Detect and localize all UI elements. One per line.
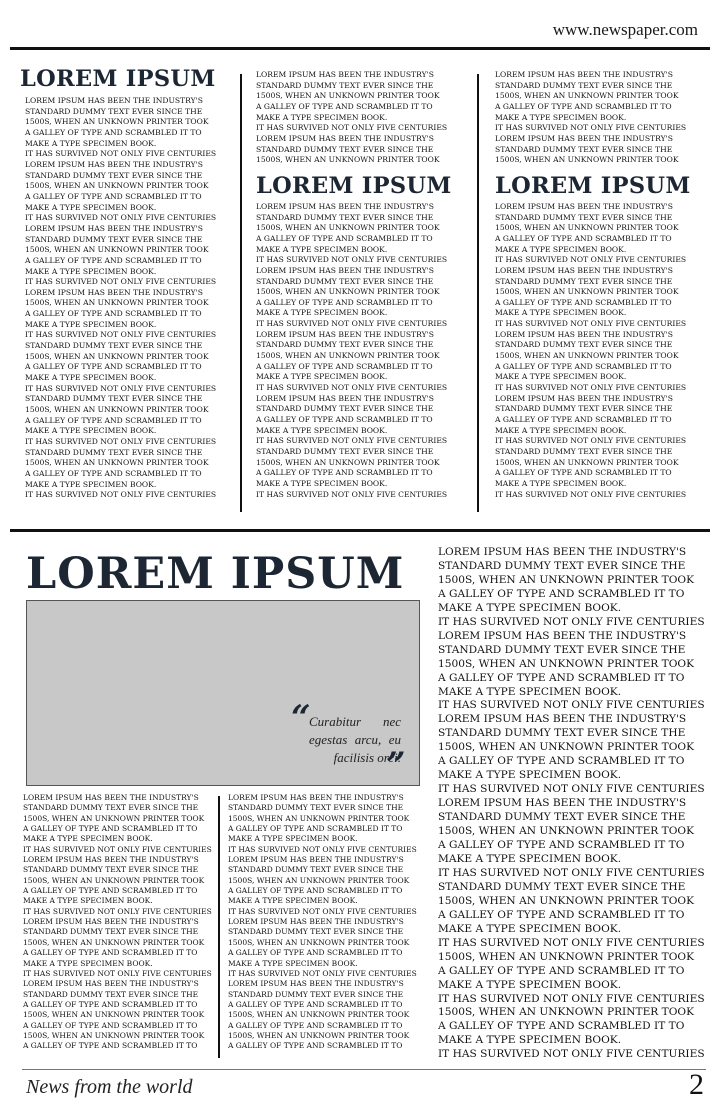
footer-divider xyxy=(22,1069,706,1070)
top-divider xyxy=(10,47,710,50)
feature-right-column-text: LOREM IPSUM HAS BEEN THE INDUSTRY'S STANDARD DUMMY TEXT EVER SINCE THE 1500S, WHEN AN UNKNOWN PRINTER TOOK A GALLEY OF TYPE AND SCRAMBLED IT TO MAKE A TYPE SPECIMEN BOOK. IT HAS SURVIVED NOT ONLY FIVE CENTURIES LOREM IPSUM HAS BEEN THE INDUSTRY'S STANDARD DUMMY TEXT EVER SINCE THE 1500S, WHEN AN UNKNOWN PRINTER TOOK A GALLEY OF TYPE AND SCRAMBLED IT TO MAKE A TYPE SPECIMEN BOOK. IT HAS SURVIVED NOT ONLY FIVE CENTURIES LOREM IPSUM HAS BEEN THE INDUSTRY'S STANDARD DUMMY TEXT EVER SINCE THE 1500S, WHEN AN UNKNOWN PRINTER TOOK A GALLEY OF TYPE AND SCRAMBLED IT TO MAKE A TYPE SPECIMEN BOOK. IT HAS SURVIVED NOT ONLY FIVE CENTURIES LOREM IPSUM HAS BEEN THE INDUSTRY'S STANDARD DUMMY TEXT EVER SINCE THE 1500S, WHEN AN UNKNOWN PRINTER TOOK A GALLEY OF TYPE AND SCRAMBLED IT TO MAKE A TYPE SPECIMEN BOOK. IT HAS SURVIVED NOT ONLY FIVE CENTURIES STANDARD DUMMY TEXT EVER SINCE THE 1500S, WHEN AN UNKNOWN PRINTER TOOK A GALLEY OF TYPE AND SCRAMBLED IT TO MAKE A TYPE SPECIMEN BOOK. IT HAS SURVIVED NOT ONLY FIVE CENTURIES 1500S, WHEN AN UNKNOWN PRINTER TOOK A GALLEY OF TYPE AND SCRAMBLED IT TO MAKE A TYPE SPECIMEN BOOK. IT HAS SURVIVED NOT ONLY FIVE CENTURIES 1500S, WHEN AN UNKNOWN PRINTER TOOK A GALLEY OF TYPE AND SCRAMBLED IT TO MAKE A TYPE SPECIMEN BOOK. IT HAS SURVIVED NOT ONLY FIVE CENTURIES xyxy=(438,546,705,1061)
top-column-3-text-top: LOREM IPSUM HAS BEEN THE INDUSTRY'S STANDARD DUMMY TEXT EVER SINCE THE 1500S, WHEN AN UNKNOWN PRINTER TOOK A GALLEY OF TYPE AND SCRAMBLED IT TO MAKE A TYPE SPECIMEN BOOK. IT HAS SURVIVED NOT ONLY FIVE CENTURIES LOREM IPSUM HAS BEEN THE INDUSTRY'S STANDARD DUMMY TEXT EVER SINCE THE 1500S, WHEN AN UNKNOWN PRINTER TOOK xyxy=(495,70,687,165)
feature-right-column xyxy=(438,546,710,1064)
column-divider-1 xyxy=(240,74,242,512)
site-url: www.newspaper.com xyxy=(552,20,698,39)
feature-left-column xyxy=(23,793,215,1061)
quote-open-mark: “ xyxy=(291,698,311,738)
middle-divider xyxy=(10,529,710,532)
top-column-1-text: LOREM IPSUM HAS BEEN THE INDUSTRY'S STANDARD DUMMY TEXT EVER SINCE THE 1500S, WHEN AN UNKNOWN PRINTER TOOK A GALLEY OF TYPE AND SCRAMBLED IT TO MAKE A TYPE SPECIMEN BOOK. IT HAS SURVIVED NOT ONLY FIVE CENTURIES LOREM IPSUM HAS BEEN THE INDUSTRY'S STANDARD DUMMY TEXT EVER SINCE THE 1500S, WHEN AN UNKNOWN PRINTER TOOK A GALLEY OF TYPE AND SCRAMBLED IT TO MAKE A TYPE SPECIMEN BOOK. IT HAS SURVIVED NOT ONLY FIVE CENTURIES LOREM IPSUM HAS BEEN THE INDUSTRY'S STANDARD DUMMY TEXT EVER SINCE THE 1500S, WHEN AN UNKNOWN PRINTER TOOK A GALLEY OF TYPE AND SCRAMBLED IT TO MAKE A TYPE SPECIMEN BOOK. IT HAS SURVIVED NOT ONLY FIVE CENTURIES LOREM IPSUM HAS BEEN THE INDUSTRY'S 1500S, WHEN AN UNKNOWN PRINTER TOOK A GALLEY OF TYPE AND SCRAMBLED IT TO MAKE A TYPE SPECIMEN BOOK. IT HAS SURVIVED NOT ONLY FIVE CENTURIES STANDARD DUMMY TEXT EVER SINCE THE 1500S, WHEN AN UNKNOWN PRINTER TOOK A GALLEY OF TYPE AND SCRAMBLED IT TO MAKE A TYPE SPECIMEN BOOK. IT HAS SURVIVED NOT ONLY FIVE CENTURIES STANDARD DUMMY TEXT EVER SINCE THE 1500S, WHEN AN UNKNOWN PRINTER TOOK A GALLEY OF TYPE AND SCRAMBLED IT TO MAKE A TYPE SPECIMEN BOOK. IT HAS SURVIVED NOT ONLY FIVE CENTURIES STANDARD DUMMY TEXT EVER SINCE THE 1500S, WHEN AN UNKNOWN PRINTER TOOK A GALLEY OF TYPE AND SCRAMBLED IT TO MAKE A TYPE SPECIMEN BOOK. IT HAS SURVIVED NOT ONLY FIVE CENTURIES xyxy=(25,96,217,500)
feature-left-column-text: LOREM IPSUM HAS BEEN THE INDUSTRY'S STANDARD DUMMY TEXT EVER SINCE THE 1500S, WHEN AN UNKNOWN PRINTER TOOK A GALLEY OF TYPE AND SCRAMBLED IT TO MAKE A TYPE SPECIMEN BOOK. IT HAS SURVIVED NOT ONLY FIVE CENTURIES LOREM IPSUM HAS BEEN THE INDUSTRY'S STANDARD DUMMY TEXT EVER SINCE THE 1500S, WHEN AN UNKNOWN PRINTER TOOK A GALLEY OF TYPE AND SCRAMBLED IT TO MAKE A TYPE SPECIMEN BOOK. IT HAS SURVIVED NOT ONLY FIVE CENTURIES LOREM IPSUM HAS BEEN THE INDUSTRY'S STANDARD DUMMY TEXT EVER SINCE THE 1500S, WHEN AN UNKNOWN PRINTER TOOK A GALLEY OF TYPE AND SCRAMBLED IT TO MAKE A TYPE SPECIMEN BOOK. IT HAS SURVIVED NOT ONLY FIVE CENTURIES LOREM IPSUM HAS BEEN THE INDUSTRY'S STANDARD DUMMY TEXT EVER SINCE THE A GALLEY OF TYPE AND SCRAMBLED IT TO 1500S, WHEN AN UNKNOWN PRINTER TOOK A GALLEY OF TYPE AND SCRAMBLED IT TO 1500S, WHEN AN UNKNOWN PRINTER TOOK A GALLEY OF TYPE AND SCRAMBLED IT TO xyxy=(23,793,212,1051)
feature-middle-column xyxy=(228,793,424,1061)
column-divider-2 xyxy=(477,74,479,512)
top-column-3 xyxy=(495,70,710,516)
top-column-2 xyxy=(256,70,472,516)
feature-image-placeholder xyxy=(26,600,420,786)
footer-section-label: News from the world xyxy=(26,1076,193,1098)
top-column-1-headline: LOREM IPSUM xyxy=(20,66,216,92)
page-number: 2 xyxy=(689,1068,704,1101)
top-column-2-headline: LOREM IPSUM xyxy=(256,172,452,199)
top-column-3-headline: LOREM IPSUM xyxy=(495,172,691,199)
feature-headline: LOREM IPSUM xyxy=(26,549,405,599)
quote-close-mark: ” xyxy=(386,745,406,785)
top-column-2-text-top: LOREM IPSUM HAS BEEN THE INDUSTRY'S STANDARD DUMMY TEXT EVER SINCE THE 1500S, WHEN AN UNKNOWN PRINTER TOOK A GALLEY OF TYPE AND SCRAMBLED IT TO MAKE A TYPE SPECIMEN BOOK. IT HAS SURVIVED NOT ONLY FIVE CENTURIES LOREM IPSUM HAS BEEN THE INDUSTRY'S STANDARD DUMMY TEXT EVER SINCE THE 1500S, WHEN AN UNKNOWN PRINTER TOOK xyxy=(256,70,448,165)
pull-quote: Curabitur nec egestas arcu, eu facilisis orci. xyxy=(309,714,401,765)
top-column-1 xyxy=(20,66,238,516)
feature-column-divider xyxy=(218,796,220,1058)
top-column-2-text: LOREM IPSUM HAS BEEN THE INDUSTRY'S STANDARD DUMMY TEXT EVER SINCE THE 1500S, WHEN AN UNKNOWN PRINTER TOOK A GALLEY OF TYPE AND SCRAMBLED IT TO MAKE A TYPE SPECIMEN BOOK. IT HAS SURVIVED NOT ONLY FIVE CENTURIES LOREM IPSUM HAS BEEN THE INDUSTRY'S STANDARD DUMMY TEXT EVER SINCE THE 1500S, WHEN AN UNKNOWN PRINTER TOOK A GALLEY OF TYPE AND SCRAMBLED IT TO MAKE A TYPE SPECIMEN BOOK. IT HAS SURVIVED NOT ONLY FIVE CENTURIES LOREM IPSUM HAS BEEN THE INDUSTRY'S STANDARD DUMMY TEXT EVER SINCE THE 1500S, WHEN AN UNKNOWN PRINTER TOOK A GALLEY OF TYPE AND SCRAMBLED IT TO MAKE A TYPE SPECIMEN BOOK. IT HAS SURVIVED NOT ONLY FIVE CENTURIES LOREM IPSUM HAS BEEN THE INDUSTRY'S STANDARD DUMMY TEXT EVER SINCE THE A GALLEY OF TYPE AND SCRAMBLED IT TO MAKE A TYPE SPECIMEN BOOK. IT HAS SURVIVED NOT ONLY FIVE CENTURIES STANDARD DUMMY TEXT EVER SINCE THE 1500S, WHEN AN UNKNOWN PRINTER TOOK A GALLEY OF TYPE AND SCRAMBLED IT TO MAKE A TYPE SPECIMEN BOOK. IT HAS SURVIVED NOT ONLY FIVE CENTURIES xyxy=(256,201,448,499)
feature-middle-column-text: LOREM IPSUM HAS BEEN THE INDUSTRY'S STANDARD DUMMY TEXT EVER SINCE THE 1500S, WHEN AN UNKNOWN PRINTER TOOK A GALLEY OF TYPE AND SCRAMBLED IT TO MAKE A TYPE SPECIMEN BOOK. IT HAS SURVIVED NOT ONLY FIVE CENTURIES LOREM IPSUM HAS BEEN THE INDUSTRY'S STANDARD DUMMY TEXT EVER SINCE THE 1500S, WHEN AN UNKNOWN PRINTER TOOK A GALLEY OF TYPE AND SCRAMBLED IT TO MAKE A TYPE SPECIMEN BOOK. IT HAS SURVIVED NOT ONLY FIVE CENTURIES LOREM IPSUM HAS BEEN THE INDUSTRY'S STANDARD DUMMY TEXT EVER SINCE THE 1500S, WHEN AN UNKNOWN PRINTER TOOK A GALLEY OF TYPE AND SCRAMBLED IT TO MAKE A TYPE SPECIMEN BOOK. IT HAS SURVIVED NOT ONLY FIVE CENTURIES LOREM IPSUM HAS BEEN THE INDUSTRY'S STANDARD DUMMY TEXT EVER SINCE THE A GALLEY OF TYPE AND SCRAMBLED IT TO 1500S, WHEN AN UNKNOWN PRINTER TOOK A GALLEY OF TYPE AND SCRAMBLED IT TO 1500S, WHEN AN UNKNOWN PRINTER TOOK A GALLEY OF TYPE AND SCRAMBLED IT TO xyxy=(228,793,417,1051)
top-column-3-text: LOREM IPSUM HAS BEEN THE INDUSTRY'S STANDARD DUMMY TEXT EVER SINCE THE 1500S, WHEN AN UNKNOWN PRINTER TOOK A GALLEY OF TYPE AND SCRAMBLED IT TO MAKE A TYPE SPECIMEN BOOK. IT HAS SURVIVED NOT ONLY FIVE CENTURIES LOREM IPSUM HAS BEEN THE INDUSTRY'S STANDARD DUMMY TEXT EVER SINCE THE 1500S, WHEN AN UNKNOWN PRINTER TOOK A GALLEY OF TYPE AND SCRAMBLED IT TO MAKE A TYPE SPECIMEN BOOK. IT HAS SURVIVED NOT ONLY FIVE CENTURIES LOREM IPSUM HAS BEEN THE INDUSTRY'S STANDARD DUMMY TEXT EVER SINCE THE 1500S, WHEN AN UNKNOWN PRINTER TOOK A GALLEY OF TYPE AND SCRAMBLED IT TO MAKE A TYPE SPECIMEN BOOK. IT HAS SURVIVED NOT ONLY FIVE CENTURIES LOREM IPSUM HAS BEEN THE INDUSTRY'S STANDARD DUMMY TEXT EVER SINCE THE A GALLEY OF TYPE AND SCRAMBLED IT TO MAKE A TYPE SPECIMEN BOOK. IT HAS SURVIVED NOT ONLY FIVE CENTURIES STANDARD DUMMY TEXT EVER SINCE THE 1500S, WHEN AN UNKNOWN PRINTER TOOK A GALLEY OF TYPE AND SCRAMBLED IT TO MAKE A TYPE SPECIMEN BOOK. IT HAS SURVIVED NOT ONLY FIVE CENTURIES xyxy=(495,201,687,499)
